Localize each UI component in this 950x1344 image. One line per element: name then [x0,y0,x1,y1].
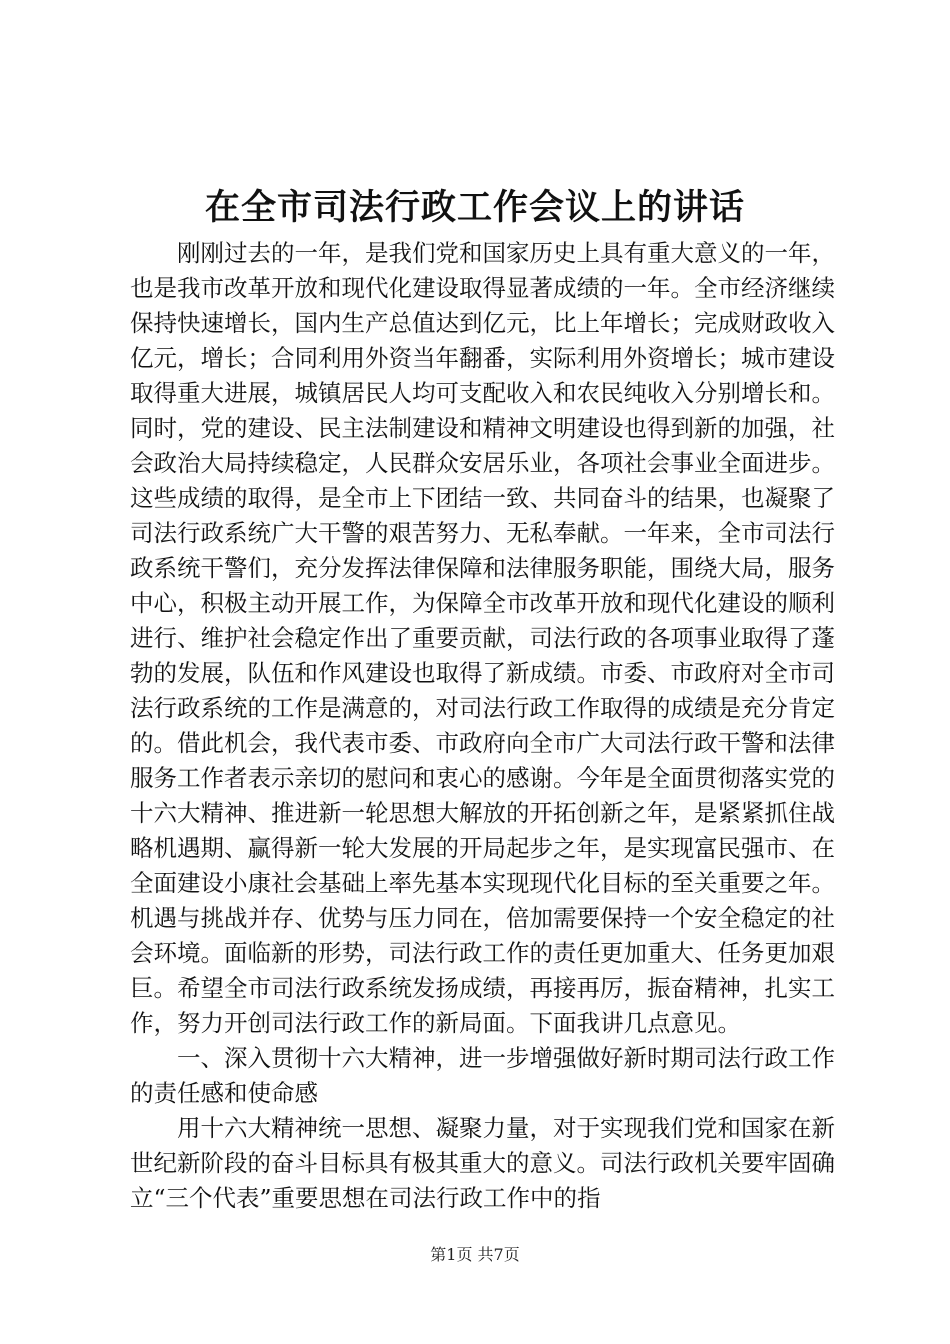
document-title: 在全市司法行政工作会议上的讲话 [204,187,745,228]
body-paragraph: 刚刚过去的一年，是我们党和国家历史上具有重大意义的一年，也是我市改革开放和现代化建设取得显著成绩的一年。全市经济继续保持快速增长，国内生产总值达到亿元，比上年增长；完成财政收入亿元，增长；合同利用外资当年翻番，实际利用外资增长；城市建设取得重大进展，城镇居民人均可支配收入和农民纯收入分别增长和。同时，党的建设、民主法制建设和精神文明建设也得到新的加强，社会政治大局持续稳定，人民群众安居乐业，各项社会事业全面进步。这些成绩的取得，是全市上下团结一致、共同奋斗的结果，也凝聚了司法行政系统广大干警的艰苦努力、无私奉献。一年来，全市司法行政系统干警们，充分发挥法律保障和法律服务职能，围绕大局，服务中心，积极主动开展工作，为保障全市改革开放和现代化建设的顺利进行、维护社会稳定作出了重要贡献，司法行政的各项事业取得了蓬勃的发展，队伍和作风建设也取得了新成绩。市委、市政府对全市司法行政系统的工作是满意的，对司法行政工作取得的成绩是充分肯定的。借此机会，我代表市委、市政府向全市广大司法行政干警和法律服务工作者表示亲切的慰问和衷心的感谢。今年是全面贯彻落实党的十六大精神、推进新一轮思想大解放的开拓创新之年，是紧紧抓住战略机遇期、赢得新一轮大发展的开局起步之年，是实现富民强市、在全面建设小康社会基础上率先基本实现现代化目标的至关重要之年。机遇与挑战并存、优势与压力同在，倍加需要保持一个安全稳定的社会环境。面临新的形势，司法行政工作的责任更加重大、任务更加艰巨。希望全市司法行政系统发扬成绩，再接再厉，振奋精神，扎实工作，努力开创司法行政工作的新局面。下面我讲几点意见。 [130,239,835,1037]
body-paragraph: 用十六大精神统一思想、凝聚力量，对于实现我们党和国家在新世纪新阶段的奋斗目标具有极其重大的意义。司法行政机关要牢固确立“三个代表”重要思想在司法行政工作中的指 [130,1114,835,1212]
document-body [130,236,835,1216]
page-footer: 第1页 共7页 [430,1245,520,1264]
section-heading: 一、深入贯彻十六大精神，进一步增强做好新时期司法行政工作的责任感和使命感 [130,1044,835,1107]
